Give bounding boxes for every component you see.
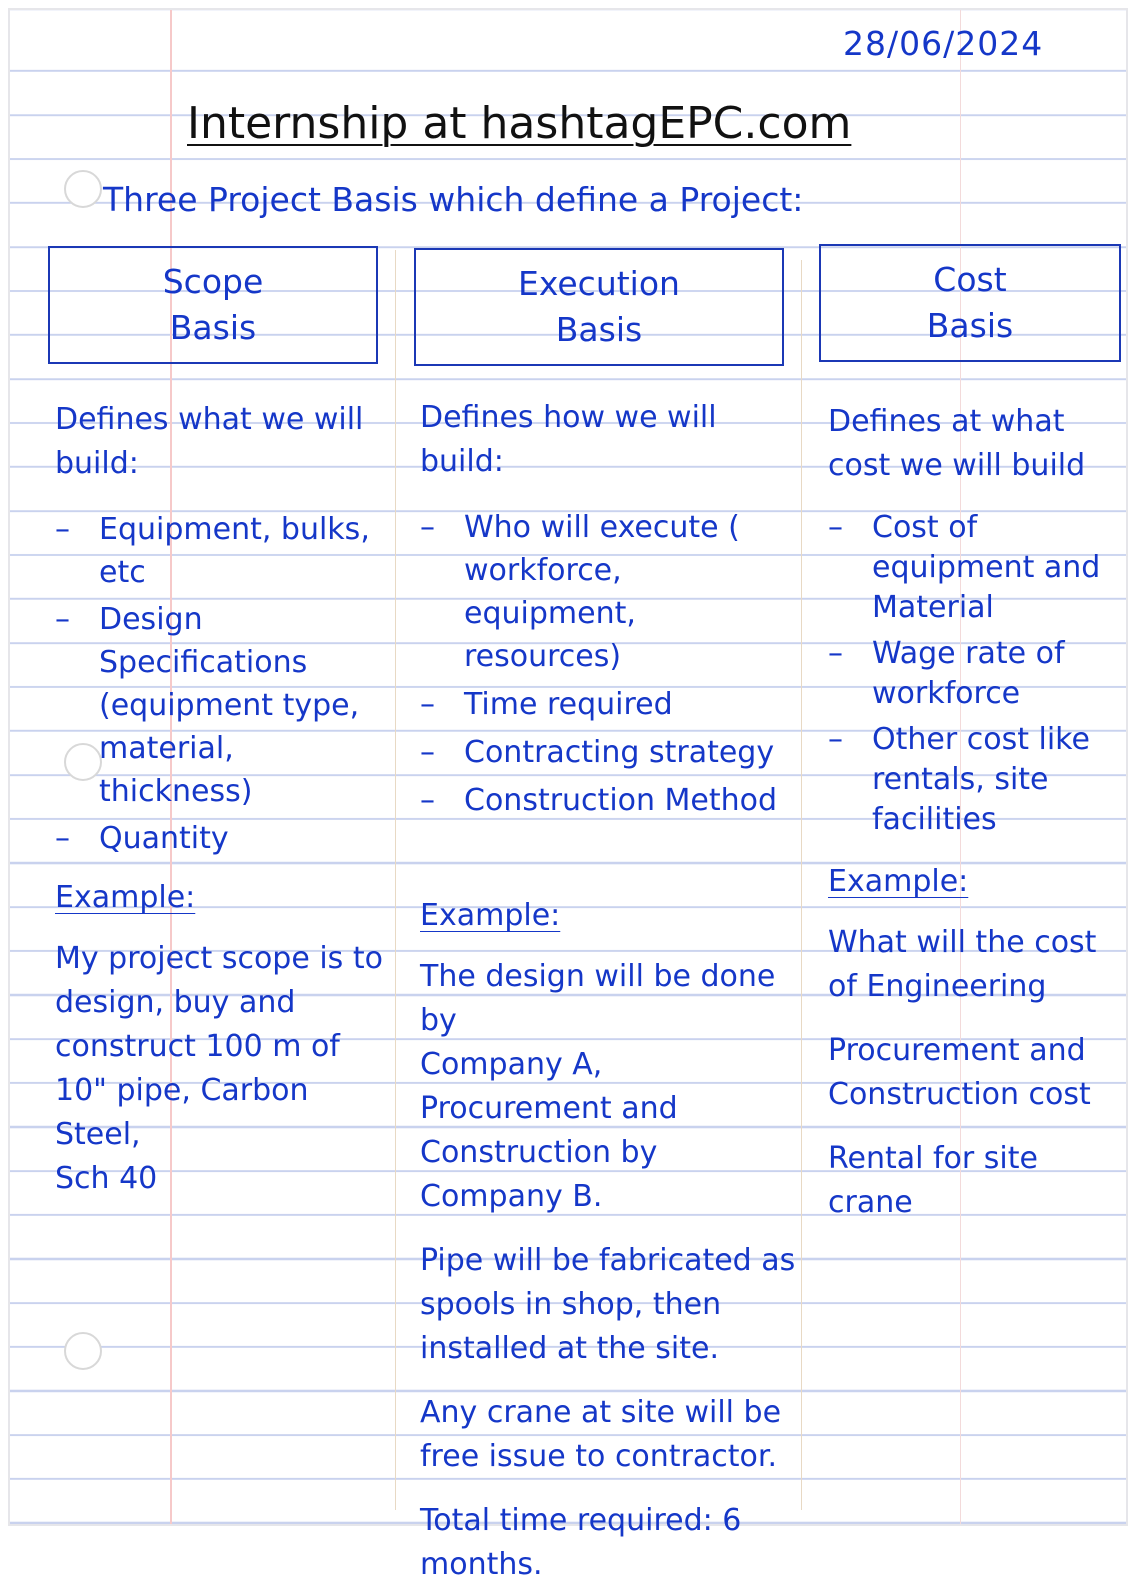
text-line: workforce: [872, 676, 1021, 711]
text-line: Sch 40: [55, 1161, 158, 1196]
text-line: of Engineering: [828, 969, 1047, 1004]
scope-intro: [55, 398, 395, 486]
execution-example-4: [420, 1499, 798, 1587]
list-item: [420, 506, 798, 678]
list-item: [55, 817, 395, 860]
list-item: [55, 508, 395, 594]
text-line: (equipment type,: [99, 688, 360, 723]
list-item: [828, 634, 1124, 714]
list-item: [420, 731, 798, 774]
text-line: cost we will build: [828, 448, 1086, 483]
execution-example-label: Example:: [420, 898, 561, 933]
column-divider-2: [801, 260, 802, 1510]
text-line: 10" pipe, Carbon Steel,: [55, 1073, 309, 1152]
text-line: Material: [872, 590, 994, 625]
cost-example-3: [828, 1137, 1124, 1225]
execution-example-2: [420, 1239, 798, 1371]
text-line: Procurement and: [420, 1091, 678, 1126]
cost-basis-box: [819, 244, 1121, 362]
text-line: Total time required: 6: [420, 1503, 742, 1538]
column-divider-1: [395, 250, 396, 1510]
cost-example-1: [828, 921, 1124, 1009]
scope-basis-box: [48, 246, 378, 364]
text-line: free issue to contractor.: [420, 1439, 778, 1474]
list-item: [828, 720, 1124, 840]
text-line: material, thickness): [99, 731, 253, 809]
text-line: Equipment, bulks,: [99, 512, 370, 547]
text-line: Construction Method: [464, 783, 778, 818]
cost-column: [828, 400, 1124, 1225]
text-line: The design will be done by: [420, 959, 776, 1038]
cost-example-label: Example:: [828, 864, 969, 899]
text-line: Company A,: [420, 1047, 603, 1082]
text-line: resources): [464, 639, 622, 674]
text-line: Time required: [464, 687, 673, 722]
execution-intro: [420, 396, 798, 484]
execution-example-1: [420, 955, 798, 1219]
page-title: Internship at hashtagEPC.com: [187, 98, 852, 149]
page-subtitle: Three Project Basis which define a Project:: [103, 180, 804, 219]
text-line: facilities: [872, 802, 997, 837]
text-line: Cost of: [872, 510, 978, 545]
list-item: [420, 683, 798, 726]
text-line: etc: [99, 555, 146, 590]
text-line: spools in shop, then: [420, 1287, 722, 1322]
text-line: Procurement and: [828, 1033, 1086, 1068]
text-line: Other cost like: [872, 722, 1090, 757]
box-title-line: Basis: [555, 310, 643, 349]
box-title-line: Basis: [926, 306, 1014, 345]
execution-example-3: [420, 1391, 798, 1479]
list-item: [55, 598, 395, 813]
text-line: construct 100 m of: [55, 1029, 340, 1064]
text-line: Rental for site: [828, 1141, 1038, 1176]
list-item: [828, 508, 1124, 628]
text-line: months.: [420, 1547, 543, 1582]
text-line: equipment and: [872, 550, 1101, 585]
list-item: [420, 779, 798, 822]
cost-example-2: [828, 1029, 1124, 1117]
text-line: Defines what we will: [55, 402, 364, 437]
box-title-line: Scope: [162, 262, 264, 301]
text-line: Construction cost: [828, 1077, 1091, 1112]
box-title-line: Basis: [169, 308, 257, 347]
text-line: workforce, equipment,: [464, 553, 636, 631]
text-line: build:: [55, 446, 139, 481]
cost-intro: [828, 400, 1124, 488]
text-line: installed at the site.: [420, 1331, 720, 1366]
notebook-page: [8, 8, 1128, 1582]
execution-basis-box: [414, 248, 784, 366]
box-title-line: Execution: [518, 264, 680, 303]
text-line: rentals, site: [872, 762, 1049, 797]
text-line: Contracting strategy: [464, 735, 775, 770]
text-line: Wage rate of: [872, 636, 1065, 671]
scope-example-label: Example:: [55, 880, 196, 915]
scope-example-text: [55, 937, 395, 1201]
text-line: crane: [828, 1185, 913, 1220]
text-line: design, buy and: [55, 985, 296, 1020]
binder-hole-bottom: [64, 1332, 102, 1370]
text-line: Specifications: [99, 645, 308, 680]
text-line: Who will execute (: [464, 510, 740, 545]
text-line: Defines how we will: [420, 400, 717, 435]
text-line: My project scope is to: [55, 941, 383, 976]
text-line: Company B.: [420, 1179, 603, 1214]
text-line: Pipe will be fabricated as: [420, 1243, 796, 1278]
text-line: Any crane at site will be: [420, 1395, 782, 1430]
box-title-line: Cost: [933, 260, 1007, 299]
text-line: Design: [99, 602, 203, 637]
execution-column: [420, 396, 798, 1587]
text-line: Construction by: [420, 1135, 658, 1170]
text-line: Defines at what: [828, 404, 1065, 439]
text-line: What will the cost: [828, 925, 1097, 960]
text-line: build:: [420, 444, 504, 479]
scope-bullet-list: [55, 508, 395, 860]
binder-hole-top: [64, 170, 102, 208]
execution-bullet-list: [420, 506, 798, 822]
page-date: 28/06/2024: [843, 24, 1044, 63]
scope-column: [55, 398, 395, 1201]
text-line: Quantity: [99, 821, 229, 856]
cost-bullet-list: [828, 508, 1124, 840]
